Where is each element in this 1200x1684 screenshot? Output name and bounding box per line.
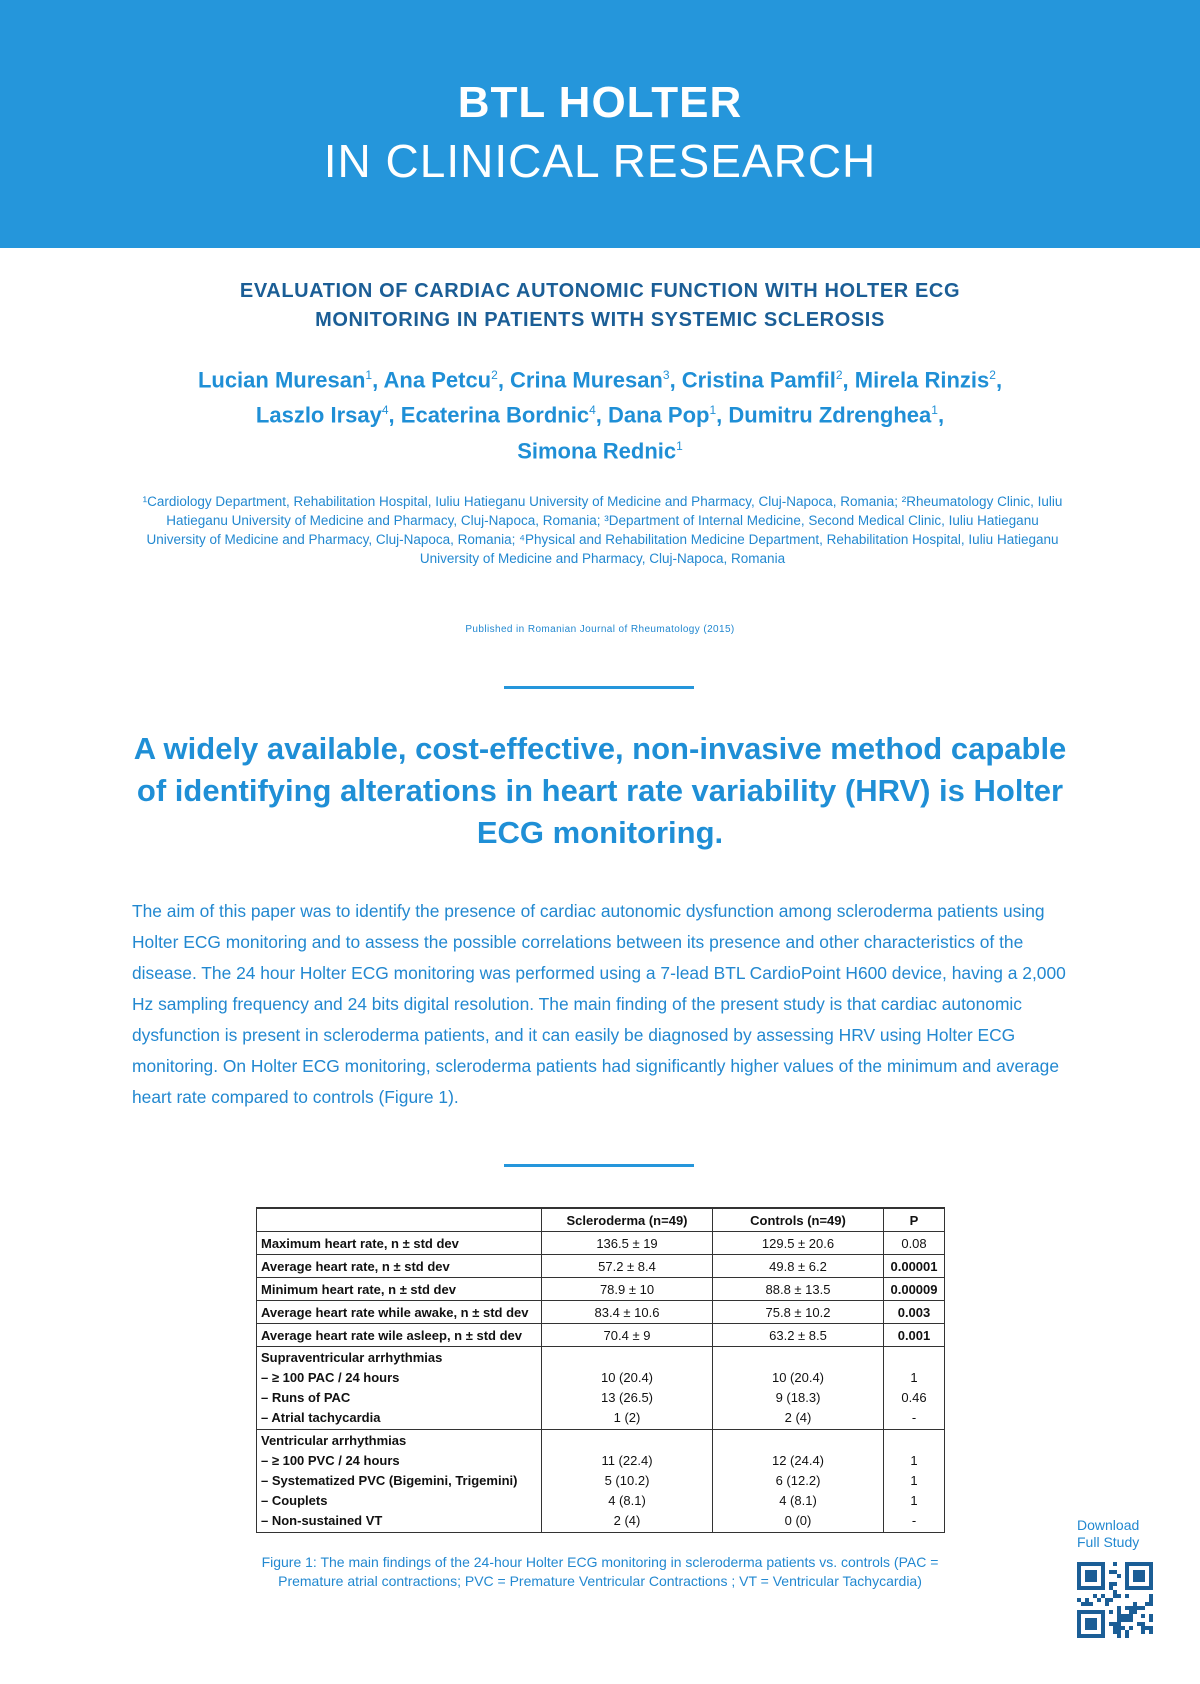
- qr-module: [1141, 1630, 1145, 1634]
- group-scleroderma-values: [542, 1430, 713, 1533]
- qr-module: [1133, 1586, 1137, 1590]
- controls-value: 4 (8.1): [779, 1493, 817, 1508]
- qr-module: [1137, 1562, 1141, 1566]
- controls-value: 9 (18.3): [775, 1390, 821, 1405]
- qr-module: [1149, 1574, 1153, 1578]
- scleroderma-value: 78.9 ± 10: [542, 1278, 713, 1301]
- qr-module: [1133, 1574, 1137, 1578]
- author-affiliation-mark: 1: [931, 403, 938, 418]
- row-label: – Systematized PVC (Bigemini, Trigemini): [261, 1473, 518, 1488]
- results-table: [256, 1207, 945, 1533]
- spacer: [888, 1431, 940, 1451]
- author-separator: ,: [669, 367, 682, 393]
- qr-module: [1085, 1586, 1089, 1590]
- qr-module: [1113, 1582, 1117, 1586]
- qr-module: [1081, 1562, 1085, 1566]
- qr-module: [1101, 1566, 1105, 1570]
- scleroderma-value: 2 (4): [613, 1513, 641, 1528]
- qr-module: [1113, 1630, 1117, 1634]
- qr-module: [1077, 1566, 1081, 1570]
- author-separator: ,: [716, 402, 729, 428]
- qr-module: [1117, 1574, 1121, 1578]
- qr-module: [1149, 1586, 1153, 1590]
- qr-module: [1089, 1586, 1093, 1590]
- spacer: [546, 1348, 708, 1368]
- qr-module: [1141, 1626, 1145, 1630]
- p-value: -: [911, 1513, 917, 1528]
- p-value: 1: [910, 1370, 918, 1385]
- qr-module: [1149, 1626, 1153, 1630]
- qr-module: [1125, 1594, 1129, 1598]
- author-separator: ,: [372, 367, 384, 393]
- group-labels: [257, 1347, 542, 1430]
- qr-module: [1149, 1582, 1153, 1586]
- qr-module: [1101, 1634, 1105, 1638]
- group-scleroderma-values: [542, 1347, 713, 1430]
- qr-module: [1085, 1626, 1089, 1630]
- group-title: Supraventricular arrhythmias: [261, 1350, 443, 1365]
- p-value: 0.46: [901, 1390, 927, 1405]
- table-header-cell: P: [884, 1208, 945, 1232]
- qr-module: [1077, 1630, 1081, 1634]
- qr-module: [1089, 1574, 1093, 1578]
- controls-value: 2 (4): [784, 1410, 812, 1425]
- qr-module: [1117, 1614, 1121, 1618]
- author-affiliation-mark: 1: [365, 368, 373, 382]
- banner-title: BTL HOLTER: [457, 78, 743, 127]
- author-affiliation-mark: 2: [835, 368, 843, 382]
- qr-module: [1101, 1614, 1105, 1618]
- table-row: [257, 1324, 945, 1347]
- qr-module: [1149, 1614, 1153, 1618]
- row-label: – Runs of PAC: [261, 1390, 351, 1405]
- qr-module: [1097, 1634, 1101, 1638]
- p-value: -: [911, 1410, 917, 1425]
- qr-module: [1141, 1586, 1145, 1590]
- row-label: Average heart rate, n ± std dev: [257, 1255, 542, 1278]
- publication-note: Published in Romanian Journal of Rheumatology (2015): [465, 624, 735, 635]
- qr-module: [1137, 1578, 1141, 1582]
- qr-module: [1093, 1570, 1097, 1574]
- qr-module: [1101, 1578, 1105, 1582]
- qr-module: [1077, 1570, 1081, 1574]
- qr-module: [1113, 1562, 1117, 1566]
- divider: [504, 686, 694, 689]
- scleroderma-value: 13 (26.5): [600, 1390, 654, 1405]
- controls-value: 12 (24.4): [771, 1453, 825, 1468]
- row-label: Maximum heart rate, n ± std dev: [257, 1232, 542, 1255]
- qr-module: [1081, 1602, 1085, 1606]
- p-value: 0.003: [884, 1301, 945, 1324]
- qr-module: [1085, 1602, 1089, 1606]
- table-row: [257, 1301, 945, 1324]
- qr-module: [1093, 1578, 1097, 1582]
- qr-module: [1077, 1582, 1081, 1586]
- qr-module: [1145, 1626, 1149, 1630]
- qr-module: [1125, 1562, 1129, 1566]
- p-value: 1: [910, 1493, 918, 1508]
- qr-module: [1117, 1606, 1121, 1610]
- qr-module: [1113, 1594, 1117, 1598]
- qr-module: [1089, 1622, 1093, 1626]
- qr-module: [1077, 1622, 1081, 1626]
- qr-module: [1093, 1574, 1097, 1578]
- qr-module: [1133, 1578, 1137, 1582]
- qr-module: [1093, 1622, 1097, 1626]
- table-group-row: [257, 1347, 945, 1430]
- scleroderma-value: 70.4 ± 9: [542, 1324, 713, 1347]
- qr-module: [1137, 1606, 1141, 1610]
- group-labels: [257, 1430, 542, 1533]
- row-label: – Non-sustained VT: [261, 1513, 383, 1528]
- table-row: [257, 1278, 945, 1301]
- qr-module: [1113, 1622, 1117, 1626]
- spacer: [717, 1348, 879, 1368]
- group-title: Ventricular arrhythmias: [261, 1433, 407, 1448]
- qr-module: [1101, 1574, 1105, 1578]
- qr-module: [1077, 1562, 1081, 1566]
- qr-module: [1133, 1562, 1137, 1566]
- controls-value: 88.8 ± 13.5: [713, 1278, 884, 1301]
- qr-module: [1101, 1562, 1105, 1566]
- qr-module: [1089, 1570, 1093, 1574]
- qr-module: [1137, 1622, 1141, 1626]
- row-label: Average heart rate wile asleep, n ± std dev: [257, 1324, 542, 1347]
- spacer: [888, 1348, 940, 1368]
- qr-module: [1125, 1582, 1129, 1586]
- qr-module: [1109, 1586, 1113, 1590]
- author-separator: ,: [937, 402, 945, 428]
- group-controls-values: [713, 1347, 884, 1430]
- p-value: 0.00009: [884, 1278, 945, 1301]
- author-name: Cristina Pamfil: [681, 367, 836, 393]
- qr-module: [1121, 1626, 1125, 1630]
- qr-module: [1117, 1630, 1121, 1634]
- qr-module: [1097, 1598, 1101, 1602]
- qr-module: [1137, 1574, 1141, 1578]
- qr-module: [1149, 1562, 1153, 1566]
- qr-module: [1129, 1618, 1133, 1622]
- qr-module: [1081, 1610, 1085, 1614]
- qr-module: [1125, 1634, 1129, 1638]
- qr-module: [1101, 1630, 1105, 1634]
- author-affiliation-mark: 4: [589, 403, 596, 418]
- author-separator: ,: [995, 367, 1003, 393]
- author-affiliation-mark: 3: [662, 368, 670, 382]
- qr-module: [1077, 1598, 1081, 1602]
- qr-module: [1125, 1578, 1129, 1582]
- author-name: Dumitru Zdrenghea: [728, 402, 932, 428]
- qr-module: [1085, 1610, 1089, 1614]
- qr-module: [1101, 1610, 1105, 1614]
- qr-module: [1137, 1586, 1141, 1590]
- qr-module: [1125, 1618, 1129, 1622]
- author-separator: ,: [388, 402, 401, 428]
- qr-module: [1149, 1570, 1153, 1574]
- qr-module: [1129, 1610, 1133, 1614]
- qr-module: [1117, 1618, 1121, 1622]
- qr-module: [1085, 1634, 1089, 1638]
- qr-module: [1125, 1614, 1129, 1618]
- qr-module: [1085, 1622, 1089, 1626]
- headline: A widely available, cost-effective, non-invasive method capable of identifying alterations in heart rate variability (HRV) is Holter ECG monitoring.: [133, 731, 1067, 850]
- paper-title-line-1: EVALUATION OF CARDIAC AUTONOMIC FUNCTION WITH HOLTER ECG: [239, 280, 961, 302]
- qr-module: [1129, 1614, 1133, 1618]
- figure-caption: Figure 1: The main findings of the 24-hour Holter ECG monitoring in scleroderma patients vs. controls (PAC = Premature atrial contractions; PVC = Premature Ventricular Contractions ; VT = Ventricular Tachycardia): [261, 1554, 939, 1589]
- qr-module: [1093, 1626, 1097, 1630]
- header-banner: [0, 0, 1200, 248]
- qr-module: [1093, 1610, 1097, 1614]
- author-affiliation-mark: 2: [491, 368, 498, 382]
- author-separator: ,: [842, 367, 855, 393]
- qr-module: [1085, 1570, 1089, 1574]
- abstract-text: The aim of this paper was to identify the presence of cardiac autonomic dysfunction among scleroderma patients using Holter ECG monitoring and to assess the possible correlations between its presence and other characteristics of the disease. The 24 hour Holter ECG monitoring was performed using a 7-lead BTL CardioPoint H600 device, having a 2,000 Hz sampling frequency and 24 bits digital resolution. The main finding of the present study is that cardiac autonomic dysfunction is present in scleroderma patients, and it can easily be diagnosed by assessing HRV using Holter ECG monitoring. On Holter ECG monitoring, scleroderma patients had significantly higher values of the minimum and average heart rate compared to controls (Figure 1).: [132, 901, 1066, 1107]
- row-label: Average heart rate while awake, n ± std dev: [257, 1301, 542, 1324]
- qr-module: [1105, 1598, 1109, 1602]
- p-value: 0.08: [884, 1232, 945, 1255]
- row-label: – ≥ 100 PVC / 24 hours: [261, 1453, 400, 1468]
- qr-module: [1081, 1586, 1085, 1590]
- p-value: 1: [910, 1453, 918, 1468]
- qr-module: [1117, 1622, 1121, 1626]
- scleroderma-value: 10 (20.4): [600, 1370, 654, 1385]
- qr-module: [1117, 1626, 1121, 1630]
- qr-module: [1077, 1634, 1081, 1638]
- qr-module: [1085, 1562, 1089, 1566]
- qr-module: [1101, 1626, 1105, 1630]
- qr-module: [1077, 1614, 1081, 1618]
- qr-module: [1121, 1614, 1125, 1618]
- qr-module: [1141, 1622, 1145, 1626]
- table-header-row: [257, 1208, 945, 1232]
- qr-module: [1149, 1602, 1153, 1606]
- scleroderma-value: 136.5 ± 19: [542, 1232, 713, 1255]
- qr-module: [1089, 1562, 1093, 1566]
- qr-module: [1141, 1578, 1145, 1582]
- qr-module: [1125, 1574, 1129, 1578]
- scleroderma-value: 4 (8.1): [608, 1493, 646, 1508]
- qr-module: [1117, 1594, 1121, 1598]
- table-group-row: [257, 1430, 945, 1533]
- author-name: Mirela Rinzis: [854, 367, 990, 393]
- qr-module: [1125, 1586, 1129, 1590]
- qr-module: [1149, 1598, 1153, 1602]
- group-p-values: [884, 1347, 945, 1430]
- author-name: Lucian Muresan: [197, 367, 366, 393]
- qr-module: [1101, 1618, 1105, 1622]
- author-separator: ,: [595, 402, 608, 428]
- qr-module: [1089, 1578, 1093, 1582]
- qr-module: [1077, 1586, 1081, 1590]
- qr-module: [1145, 1562, 1149, 1566]
- banner-subtitle: IN CLINICAL RESEARCH: [323, 135, 877, 187]
- qr-module: [1097, 1586, 1101, 1590]
- qr-module: [1133, 1602, 1137, 1606]
- author-name: Dana Pop: [607, 402, 710, 428]
- controls-value: 129.5 ± 20.6: [713, 1232, 884, 1255]
- qr-module: [1149, 1630, 1153, 1634]
- qr-module: [1089, 1610, 1093, 1614]
- row-label: – Couplets: [261, 1493, 328, 1508]
- author-name: Crina Muresan: [510, 367, 663, 393]
- qr-module: [1109, 1622, 1113, 1626]
- download-link[interactable]: [1077, 1517, 1139, 1551]
- qr-module: [1141, 1574, 1145, 1578]
- author-affiliation-mark: 1: [709, 403, 717, 418]
- qr-module: [1085, 1574, 1089, 1578]
- table-row: [257, 1232, 945, 1255]
- qr-module: [1077, 1578, 1081, 1582]
- group-controls-values: [713, 1430, 884, 1533]
- qr-module: [1137, 1570, 1141, 1574]
- row-label: Minimum heart rate, n ± std dev: [257, 1278, 542, 1301]
- divider: [504, 1164, 694, 1167]
- qr-module: [1109, 1610, 1113, 1614]
- table-header-cell: Scleroderma (n=49): [542, 1208, 713, 1232]
- controls-value: 75.8 ± 10.2: [713, 1301, 884, 1324]
- qr-module: [1089, 1618, 1093, 1622]
- qr-module: [1129, 1586, 1133, 1590]
- qr-module: [1133, 1570, 1137, 1574]
- paper-title-line-2: MONITORING IN PATIENTS WITH SYSTEMIC SCLEROSIS: [315, 309, 885, 331]
- p-value: 0.00001: [884, 1255, 945, 1278]
- qr-module: [1097, 1562, 1101, 1566]
- controls-value: 63.2 ± 8.5: [713, 1324, 884, 1347]
- qr-module: [1081, 1634, 1085, 1638]
- qr-module: [1141, 1562, 1145, 1566]
- row-label: – Atrial tachycardia: [261, 1410, 381, 1425]
- qr-module: [1077, 1618, 1081, 1622]
- scleroderma-value: 57.2 ± 8.4: [542, 1255, 713, 1278]
- author-affiliation-mark: 1: [676, 438, 683, 453]
- qr-module: [1093, 1562, 1097, 1566]
- qr-module: [1121, 1618, 1125, 1622]
- scleroderma-value: 83.4 ± 10.6: [542, 1301, 713, 1324]
- author-name: Ecaterina Bordnic: [400, 402, 590, 428]
- qr-module: [1101, 1570, 1105, 1574]
- qr-module: [1085, 1578, 1089, 1582]
- spacer: [717, 1431, 879, 1451]
- qr-module: [1125, 1630, 1129, 1634]
- qr-module: [1117, 1610, 1121, 1614]
- qr-module: [1101, 1622, 1105, 1626]
- qr-module: [1077, 1574, 1081, 1578]
- author-name: Ana Petcu: [383, 367, 492, 393]
- paper-title: [100, 277, 1100, 335]
- qr-module: [1129, 1626, 1133, 1630]
- author-name: Simona Rednic: [517, 437, 677, 463]
- p-value: 1: [910, 1473, 918, 1488]
- qr-module: [1117, 1634, 1121, 1638]
- qr-module: [1141, 1570, 1145, 1574]
- table-header-cell: [257, 1208, 542, 1232]
- qr-module: [1077, 1626, 1081, 1630]
- spacer: [546, 1431, 708, 1451]
- qr-module: [1089, 1602, 1093, 1606]
- qr-module: [1125, 1606, 1129, 1610]
- qr-module: [1149, 1618, 1153, 1622]
- qr-module: [1109, 1570, 1113, 1574]
- qr-module: [1149, 1594, 1153, 1598]
- controls-value: 0 (0): [784, 1513, 812, 1528]
- author-list: [110, 360, 1090, 466]
- qr-module: [1149, 1566, 1153, 1570]
- qr-module: [1077, 1610, 1081, 1614]
- qr-module: [1085, 1618, 1089, 1622]
- results-table-wrapper: [256, 1207, 945, 1533]
- qr-module: [1145, 1586, 1149, 1590]
- qr-module: [1129, 1562, 1133, 1566]
- qr-module: [1105, 1602, 1109, 1606]
- qr-module: [1093, 1618, 1097, 1622]
- qr-module: [1101, 1594, 1105, 1598]
- author-separator: ,: [497, 367, 511, 393]
- controls-value: 6 (12.2): [775, 1473, 821, 1488]
- p-value: 0.001: [884, 1324, 945, 1347]
- author-affiliation-mark: 4: [381, 403, 389, 418]
- affiliations: ¹Cardiology Department, Rehabilitation Hospital, Iuliu Hatieganu University of Medicine and Pharmacy, Cluj-Napoca, Romania; ²Rheumatology Clinic, Iuliu Hatieganu University of Medicine and Pharmacy, Cluj-Napoca, Romania; ³Department of Internal Medicine, Second Medical Clinic, Iuliu Hatieganu University of Medicine and Pharmacy, Cluj-Napoca, Romania; ⁴Physical and Rehabilitation Medicine Department, Rehabilitation Hospital, Iuliu Hatieganu University of Medicine and Pharmacy, Cluj-Napoca, Romania: [142, 494, 1063, 566]
- qr-module: [1097, 1610, 1101, 1614]
- download-line-2: Full Study: [1077, 1534, 1140, 1550]
- qr-module: [1129, 1606, 1133, 1610]
- qr-module: [1141, 1614, 1145, 1618]
- qr-module: [1085, 1598, 1089, 1602]
- controls-value: 49.8 ± 6.2: [713, 1255, 884, 1278]
- qr-module: [1113, 1626, 1117, 1630]
- table-row: [257, 1255, 945, 1278]
- scleroderma-value: 1 (2): [613, 1410, 641, 1425]
- qr-module: [1149, 1578, 1153, 1582]
- qr-module: [1133, 1610, 1137, 1614]
- qr-module: [1093, 1634, 1097, 1638]
- author-name: Laszlo Irsay: [255, 402, 382, 428]
- scleroderma-value: 11 (22.4): [601, 1453, 653, 1468]
- qr-module: [1089, 1626, 1093, 1630]
- qr-module: [1089, 1634, 1093, 1638]
- qr-module: [1141, 1606, 1145, 1610]
- controls-value: 10 (20.4): [771, 1370, 825, 1385]
- qr-module: [1109, 1598, 1113, 1602]
- qr-module: [1145, 1602, 1149, 1606]
- author-affiliation-mark: 2: [989, 368, 996, 382]
- qr-module: [1101, 1582, 1105, 1586]
- qr-module: [1125, 1566, 1129, 1570]
- qr-module: [1125, 1570, 1129, 1574]
- scleroderma-value: 5 (10.2): [604, 1473, 650, 1488]
- qr-module: [1133, 1606, 1137, 1610]
- qr-module: [1093, 1586, 1097, 1590]
- qr-module: [1109, 1582, 1113, 1586]
- qr-code-icon[interactable]: [1077, 1562, 1153, 1638]
- download-line-1: Download: [1077, 1517, 1140, 1533]
- row-label: – ≥ 100 PAC / 24 hours: [261, 1370, 400, 1385]
- qr-module: [1093, 1594, 1097, 1598]
- qr-module: [1113, 1590, 1117, 1594]
- table-header-cell: Controls (n=49): [713, 1208, 884, 1232]
- qr-module: [1113, 1570, 1117, 1574]
- qr-module: [1101, 1586, 1105, 1590]
- group-p-values: [884, 1430, 945, 1533]
